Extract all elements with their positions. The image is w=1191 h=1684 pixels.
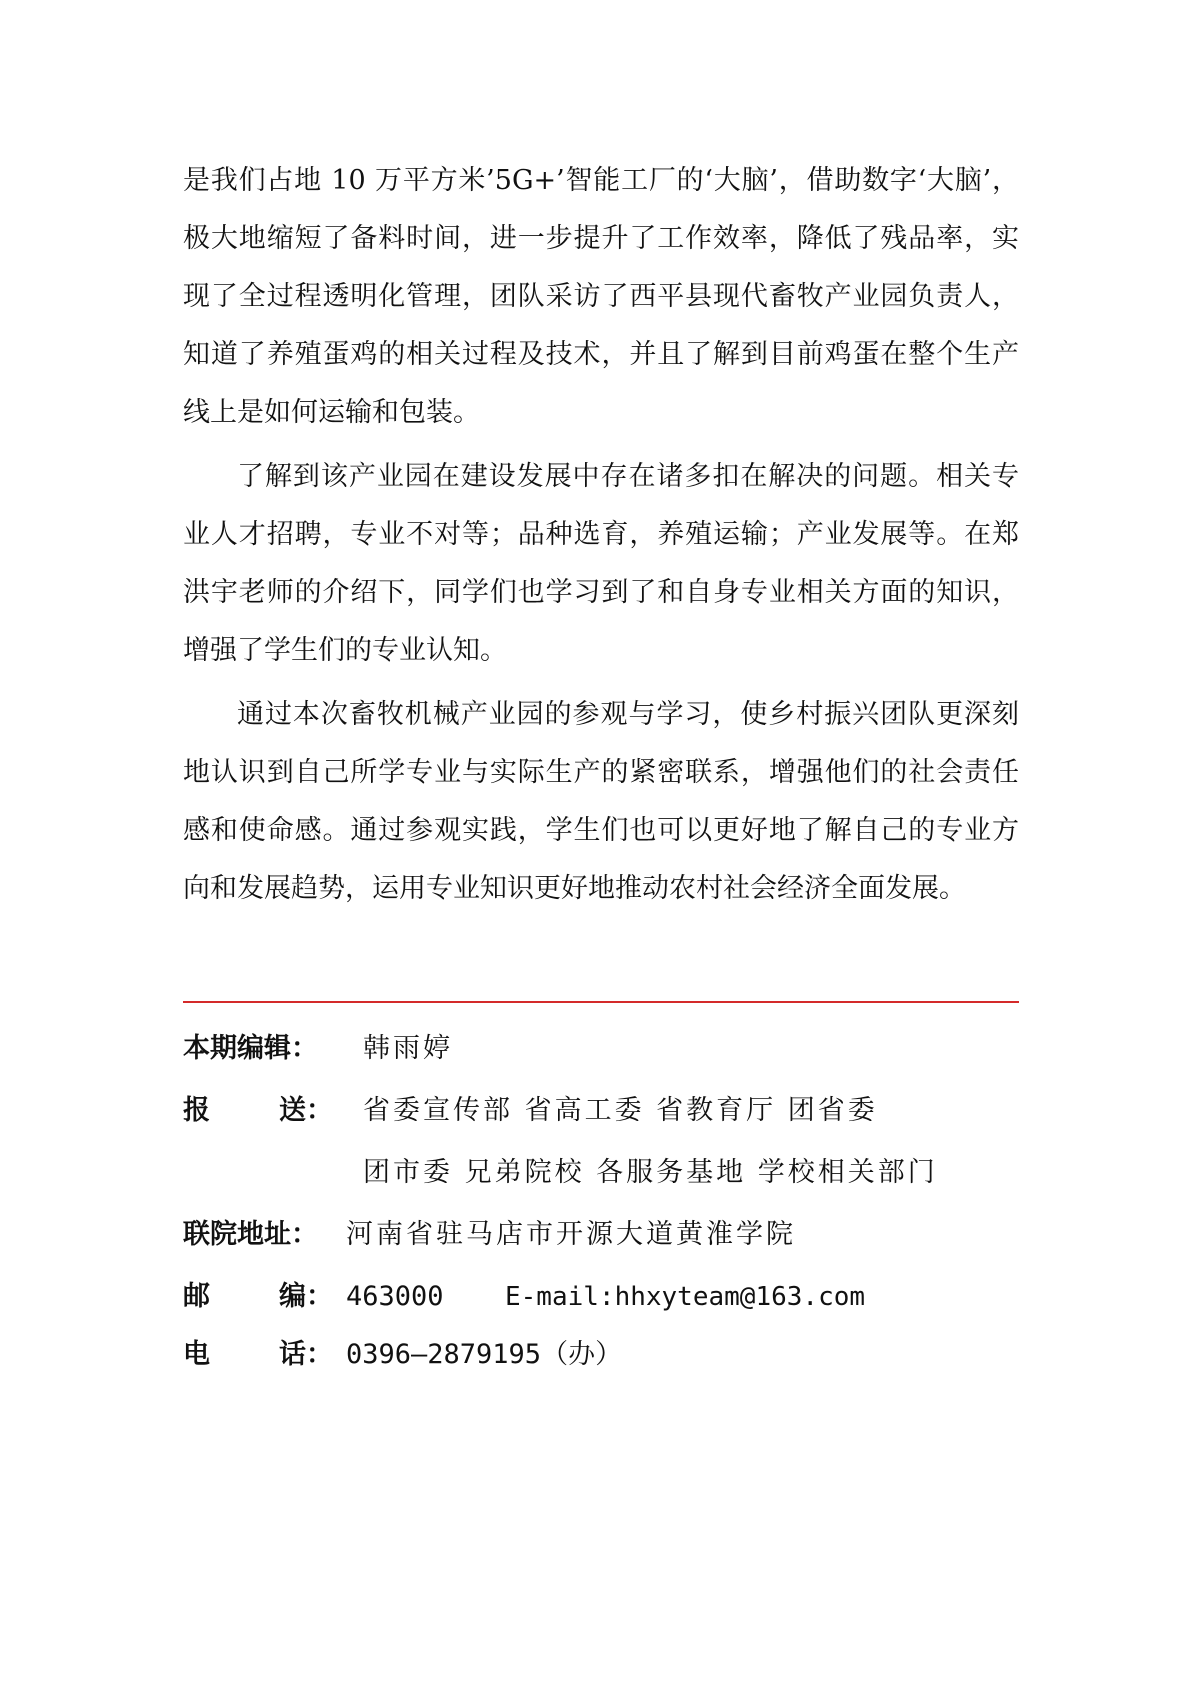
article-body [183, 152, 1019, 918]
postcode-row [183, 1266, 1019, 1328]
body-line: 现了全过程透明化管理，团队采访了西平县现代畜牧产业园负责人， [183, 281, 1019, 312]
footer-info [183, 1018, 1019, 1382]
postcode-value: 463000 [346, 1281, 444, 1312]
body-line: 感和使命感。通过参观实践，学生们也可以更好地了解自己的专业方 [183, 815, 1019, 846]
body-line: 了解到该产业园在建设发展中存在诸多扣在解决的问题。相关专 [237, 461, 1019, 492]
body-line: 向和发展趋势，运用专业知识更好地推动农村社会经济全面发展。 [183, 873, 966, 904]
body-line: 知道了养殖蛋鸡的相关过程及技术，并且了解到目前鸡蛋在整个生产 [183, 339, 1019, 370]
body-line: 增强了学生们的专业认知。 [183, 635, 507, 666]
body-line: 地认识到自己所学专业与实际生产的紧密联系，增强他们的社会责任 [183, 757, 1019, 788]
editor-row [183, 1018, 1019, 1080]
body-line: 通过本次畜牧机械产业园的参观与学习，使乡村振兴团队更深刻 [237, 699, 1019, 730]
body-line: 是我们占地 10 万平方米’5G+’智能工厂的‘大脑’，借助数字‘大脑’， [183, 165, 1019, 196]
phone-label-second: 话： [279, 1339, 333, 1370]
phone-label-first: 电 [183, 1339, 210, 1370]
postcode-label-second: 编： [279, 1281, 333, 1312]
body-line: 极大地缩短了备料时间，进一步提升了工作效率，降低了残品率，实 [183, 223, 1019, 254]
send-to-line-1: 省委宣传部 省高工委 省教育厅 团省委 [363, 1095, 878, 1126]
body-line: 业人才招聘，专业不对等；品种选育，养殖运输；产业发展等。在郑 [183, 519, 1019, 550]
send-label-second: 送： [279, 1095, 333, 1126]
postcode-label-first: 邮 [183, 1281, 210, 1312]
phone-row [183, 1328, 1019, 1382]
address-label: 联院地址： [183, 1219, 318, 1250]
editor-label: 本期编辑： [183, 1033, 318, 1064]
body-line: 洪宇老师的介绍下，同学们也学习到了和自身专业相关方面的知识， [183, 577, 1019, 608]
send-to-line-2: 团市委 兄弟院校 各服务基地 学校相关部门 [363, 1157, 938, 1188]
send-label-first: 报 [183, 1095, 210, 1126]
body-line: 线上是如何运输和包装。 [183, 397, 480, 428]
email-address: E-mail:hhxyteam@163.com [505, 1282, 866, 1312]
address-value: 河南省驻马店市开源大道黄淮学院 [346, 1219, 796, 1250]
send-to-row [183, 1080, 1019, 1142]
address-row [183, 1204, 1019, 1266]
phone-value: 0396—2879195（办） [346, 1339, 623, 1370]
send-to-row-2 [183, 1142, 1019, 1204]
footer-divider [183, 1001, 1019, 1003]
editor-name: 韩雨婷 [363, 1033, 453, 1064]
